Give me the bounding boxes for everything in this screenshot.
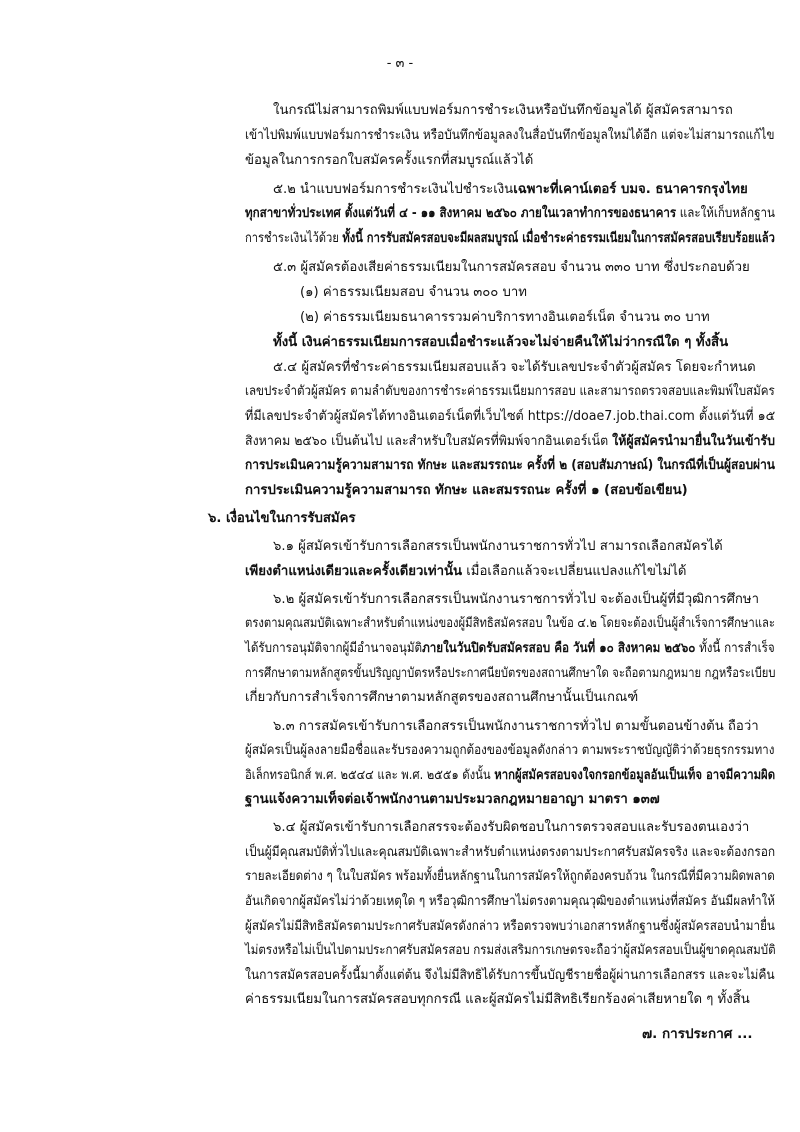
continuation-note: ๗. การประกาศ ...	[642, 1026, 753, 1042]
body-text: เข้าไปพิมพ์แบบฟอร์มการชำระเงิน หรือบันทึกข้อมูลลงในสื่อบันทึกข้อมูลใหม่ได้อีก แต่จะไม่สามารถแก้ไข	[245, 128, 775, 143]
text-line	[245, 790, 660, 810]
text-line	[273, 358, 756, 378]
body-text: เกี่ยวกับการสำเร็จการศึกษาตามหลักสูตรของสถานศึกษานั้นเป็นเกณฑ์	[245, 690, 639, 705]
body-text: อิเล็กทรอนิกส์ พ.ศ. ๒๕๔๔ และ พ.ศ. ๒๕๕๑ ดังนั้น	[245, 768, 495, 783]
body-text: ๖.๒ ผู้สมัครเข้ารับการเลือกสรรเป็นพนักงานราชการทั่วไป จะต้องเป็นผู้ที่มีวุฒิการศึกษา	[273, 592, 760, 607]
body-text: ๕.๓ ผู้สมัครต้องเสียค่าธรรมเนียมในการสมัครสอบ จำนวน ๓๓๐ บาท ซึ่งประกอบด้วย	[273, 260, 750, 275]
text-line	[245, 867, 775, 887]
bold-text: เฉพาะที่เคาน์เตอร์ บมจ. ธนาคารกรุงไทย	[513, 182, 748, 197]
text-line	[245, 126, 775, 146]
text-line	[245, 481, 688, 501]
body-text: สิงหาคม ๒๕๖๐ เป็นต้นไป และสำหรับใบสมัครที่พิมพ์จากอินเตอร์เน็ต	[245, 434, 613, 449]
body-text: ในการสมัครสอบครั้งนี้มาตั้งแต่ต้น จึงไม่มีสิทธิได้รับการขึ้นบัญชีรายชื่อผู้ผ่านการเลือกสรร และจะไม่คืน	[245, 968, 775, 983]
text-line	[300, 308, 710, 328]
bold-text: หากผู้สมัครสอบจงใจกรอกข้อมูลอันเป็นเท็จ อาจมีความผิด	[494, 768, 776, 783]
bold-text: ทั้งนี้ การรับสมัครสอบจะมีผลสมบูรณ์ เมื่อชำระค่าธรรมเนียมในการสมัครสอบเรียบร้อยแล้ว	[342, 231, 775, 246]
body-text: ผู้สมัครไม่มีสิทธิสมัครตามประกาศรับสมัครดังกล่าว หรือตรวจพบว่าเอกสารหลักฐานซึ่งผู้สมัครสอบนำมายื่น	[245, 919, 775, 934]
body-text: (๑) ค่าธรรมเนียมสอบ จำนวน ๓๐๐ บาท	[300, 285, 527, 300]
body-text: ที่มีเลขประจำตัวผู้สมัครได้ทางอินเตอร์เน็ตที่เว็บไซต์ https://doae7.job.thai.com ตั้งแต่วันที่ ๑๕	[245, 409, 776, 424]
body-text: เมื่อเลือกแล้วจะเปลี่ยนแปลงแก้ไขไม่ได้	[462, 564, 687, 579]
page-number: - ๓ -	[386, 56, 414, 71]
text-line	[273, 101, 733, 121]
text-line	[245, 664, 775, 684]
text-line	[245, 966, 775, 986]
body-text: การชำระเงินไว้ด้วย	[245, 231, 343, 246]
body-text: ในกรณีไม่สามารถพิมพ์แบบฟอร์มการชำระเงินหรือบันทึกข้อมูลได้ ผู้สมัครสามารถ	[273, 103, 733, 118]
body-text: ได้รับการอนุมัติจากผู้มีอำนาจอนุมัติ	[245, 641, 423, 656]
text-line	[245, 456, 775, 476]
text-line	[245, 688, 638, 708]
body-text: รายละเอียดต่าง ๆ ในใบสมัคร พร้อมทั้งยื่นหลักฐานในการสมัครให้ถูกต้องครบถ้วน ในกรณีที่มีความผิดพลาด	[245, 869, 775, 884]
text-line	[300, 283, 527, 303]
bold-text: การประเมินความรู้ความสามารถ ทักษะ และสมรรถนะ ครั้งที่ ๑ (สอบข้อเขียน)	[245, 483, 688, 498]
text-line	[245, 766, 775, 786]
text-line	[245, 614, 775, 634]
text-line	[245, 382, 775, 402]
body-text: ผู้สมัครเป็นผู้ลงลายมือชื่อและรับรองความถูกต้องของข้อมูลดังกล่าว ตามพระราชบัญญัติว่าด้วยธุรกรรมทาง	[245, 743, 775, 758]
bold-text: ให้ผู้สมัครนำมายื่นในวันเข้ารับ	[612, 434, 775, 449]
text-line	[245, 432, 775, 452]
body-text: อันเกิดจากผู้สมัครไม่ว่าด้วยเหตุใด ๆ หรือวุฒิการศึกษาไม่ตรงตามคุณวุฒิของตำแหน่งที่สมัคร อันมีผลทำให้	[245, 894, 775, 909]
text-line	[245, 204, 775, 224]
text-line	[273, 818, 749, 838]
text-line	[245, 562, 686, 582]
body-text: ไม่ตรงหรือไม่เป็นไปตามประกาศรับสมัครสอบ กรมส่งเสริมการเกษตรจะถือว่าผู้สมัครสอบเป็นผู้ขาดคุณสมบัติ	[245, 943, 776, 958]
bold-text: เพียงตำแหน่งเดียวและครั้งเดียวเท่านั้น	[245, 564, 463, 579]
bold-text: ภายในวันปิดรับสมัครสอบ คือ วันที่ ๑๐ สิงหาคม ๒๕๖๐	[422, 641, 696, 656]
body-text: เป็นผู้มีคุณสมบัติทั่วไปและคุณสมบัติเฉพาะสำหรับตำแหน่งตรงตามประกาศรับสมัครจริง และจะต้องกรอก	[245, 845, 776, 860]
bold-text: ทุกสาขาทั่วประเทศ ตั้งแต่วันที่ ๔ - ๑๑ สิงหาคม ๒๕๖๐ ภายในเวลาทำการของธนาคาร	[245, 206, 677, 221]
text-line	[245, 229, 775, 249]
body-text: เลขประจำตัวผู้สมัคร ตามลำดับของการชำระค่าธรรมเนียมการสอบ และสามารถตรวจสอบและพิมพ์ใบสมัคร	[245, 384, 775, 399]
bold-text: ทั้งนี้ เงินค่าธรรมเนียมการสอบเมื่อชำระแล้วจะไม่จ่ายคืนให้ไม่ว่ากรณีใด ๆ ทั้งสิ้น	[273, 335, 729, 350]
bold-text: ๖. เงื่อนไขในการรับสมัคร	[208, 511, 356, 526]
body-text: ข้อมูลในการกรอกใบสมัครครั้งแรกที่สมบูรณ์แล้วได้	[245, 153, 534, 168]
text-line	[273, 333, 728, 353]
text-line	[245, 917, 775, 937]
text-line	[245, 843, 775, 863]
body-text: ตรงตามคุณสมบัติเฉพาะสำหรับตำแหน่งของผู้มีสิทธิสมัครสอบ ในข้อ ๔.๒ โดยจะต้องเป็นผู้สำเร็จการศึกษาและ	[245, 616, 775, 631]
text-line	[245, 741, 774, 761]
text-line	[273, 590, 759, 610]
text-line	[273, 717, 759, 737]
text-line	[245, 407, 775, 427]
text-line	[273, 537, 723, 557]
body-text: ค่าธรรมเนียมในการสมัครสอบทุกกรณี และผู้สมัครไม่มีสิทธิเรียกร้องค่าเสียหายใด ๆ ทั้งสิ้น	[245, 992, 750, 1007]
bold-text: ฐานแจ้งความเท็จต่อเจ้าพนักงานตามประมวลกฎหมายอาญา มาตรา ๑๓๗	[245, 792, 660, 807]
text-line	[245, 941, 776, 961]
body-text: ๕.๔ ผู้สมัครที่ชำระค่าธรรมเนียมสอบแล้ว จะได้รับเลขประจำตัวผู้สมัคร โดยจะกำหนด	[273, 360, 756, 375]
body-text: (๒) ค่าธรรมเนียมธนาคารรวมค่าบริการทางอินเตอร์เน็ต จำนวน ๓๐ บาท	[300, 310, 710, 325]
bold-text: การประเมินความรู้ความสามารถ ทักษะ และสมรรถนะ ครั้งที่ ๒ (สอบสัมภาษณ์) ในกรณีที่เป็นผู้สอบผ่าน	[245, 458, 775, 473]
body-text: ๖.๓ การสมัครเข้ารับการเลือกสรรเป็นพนักงานราชการทั่วไป ตามขั้นตอนข้างต้น ถือว่า	[273, 719, 759, 734]
body-text: ทั้งนี้ การสำเร็จ	[695, 641, 775, 656]
text-line	[245, 151, 533, 171]
body-text: ๖.๑ ผู้สมัครเข้ารับการเลือกสรรเป็นพนักงานราชการทั่วไป สามารถเลือกสมัครได้	[273, 539, 723, 554]
text-line	[273, 258, 750, 278]
text-line	[245, 639, 775, 659]
body-text: ๖.๔ ผู้สมัครเข้ารับการเลือกสรรจะต้องรับผิดชอบในการตรวจสอบและรับรองตนเองว่า	[273, 820, 750, 835]
text-line	[245, 892, 775, 912]
text-line	[245, 990, 750, 1010]
text-line	[273, 180, 748, 200]
body-text: การศึกษาตามหลักสูตรขั้นปริญญาบัตรหรือประกาศนียบัตรของสถานศึกษาใด จะถือตามกฎหมาย กฎหรือระเบียบ	[245, 666, 776, 681]
body-text: และให้เก็บหลักฐาน	[676, 206, 775, 221]
body-text: ๕.๒ นำแบบฟอร์มการชำระเงินไปชำระเงิน	[273, 182, 514, 197]
text-line	[208, 509, 356, 529]
